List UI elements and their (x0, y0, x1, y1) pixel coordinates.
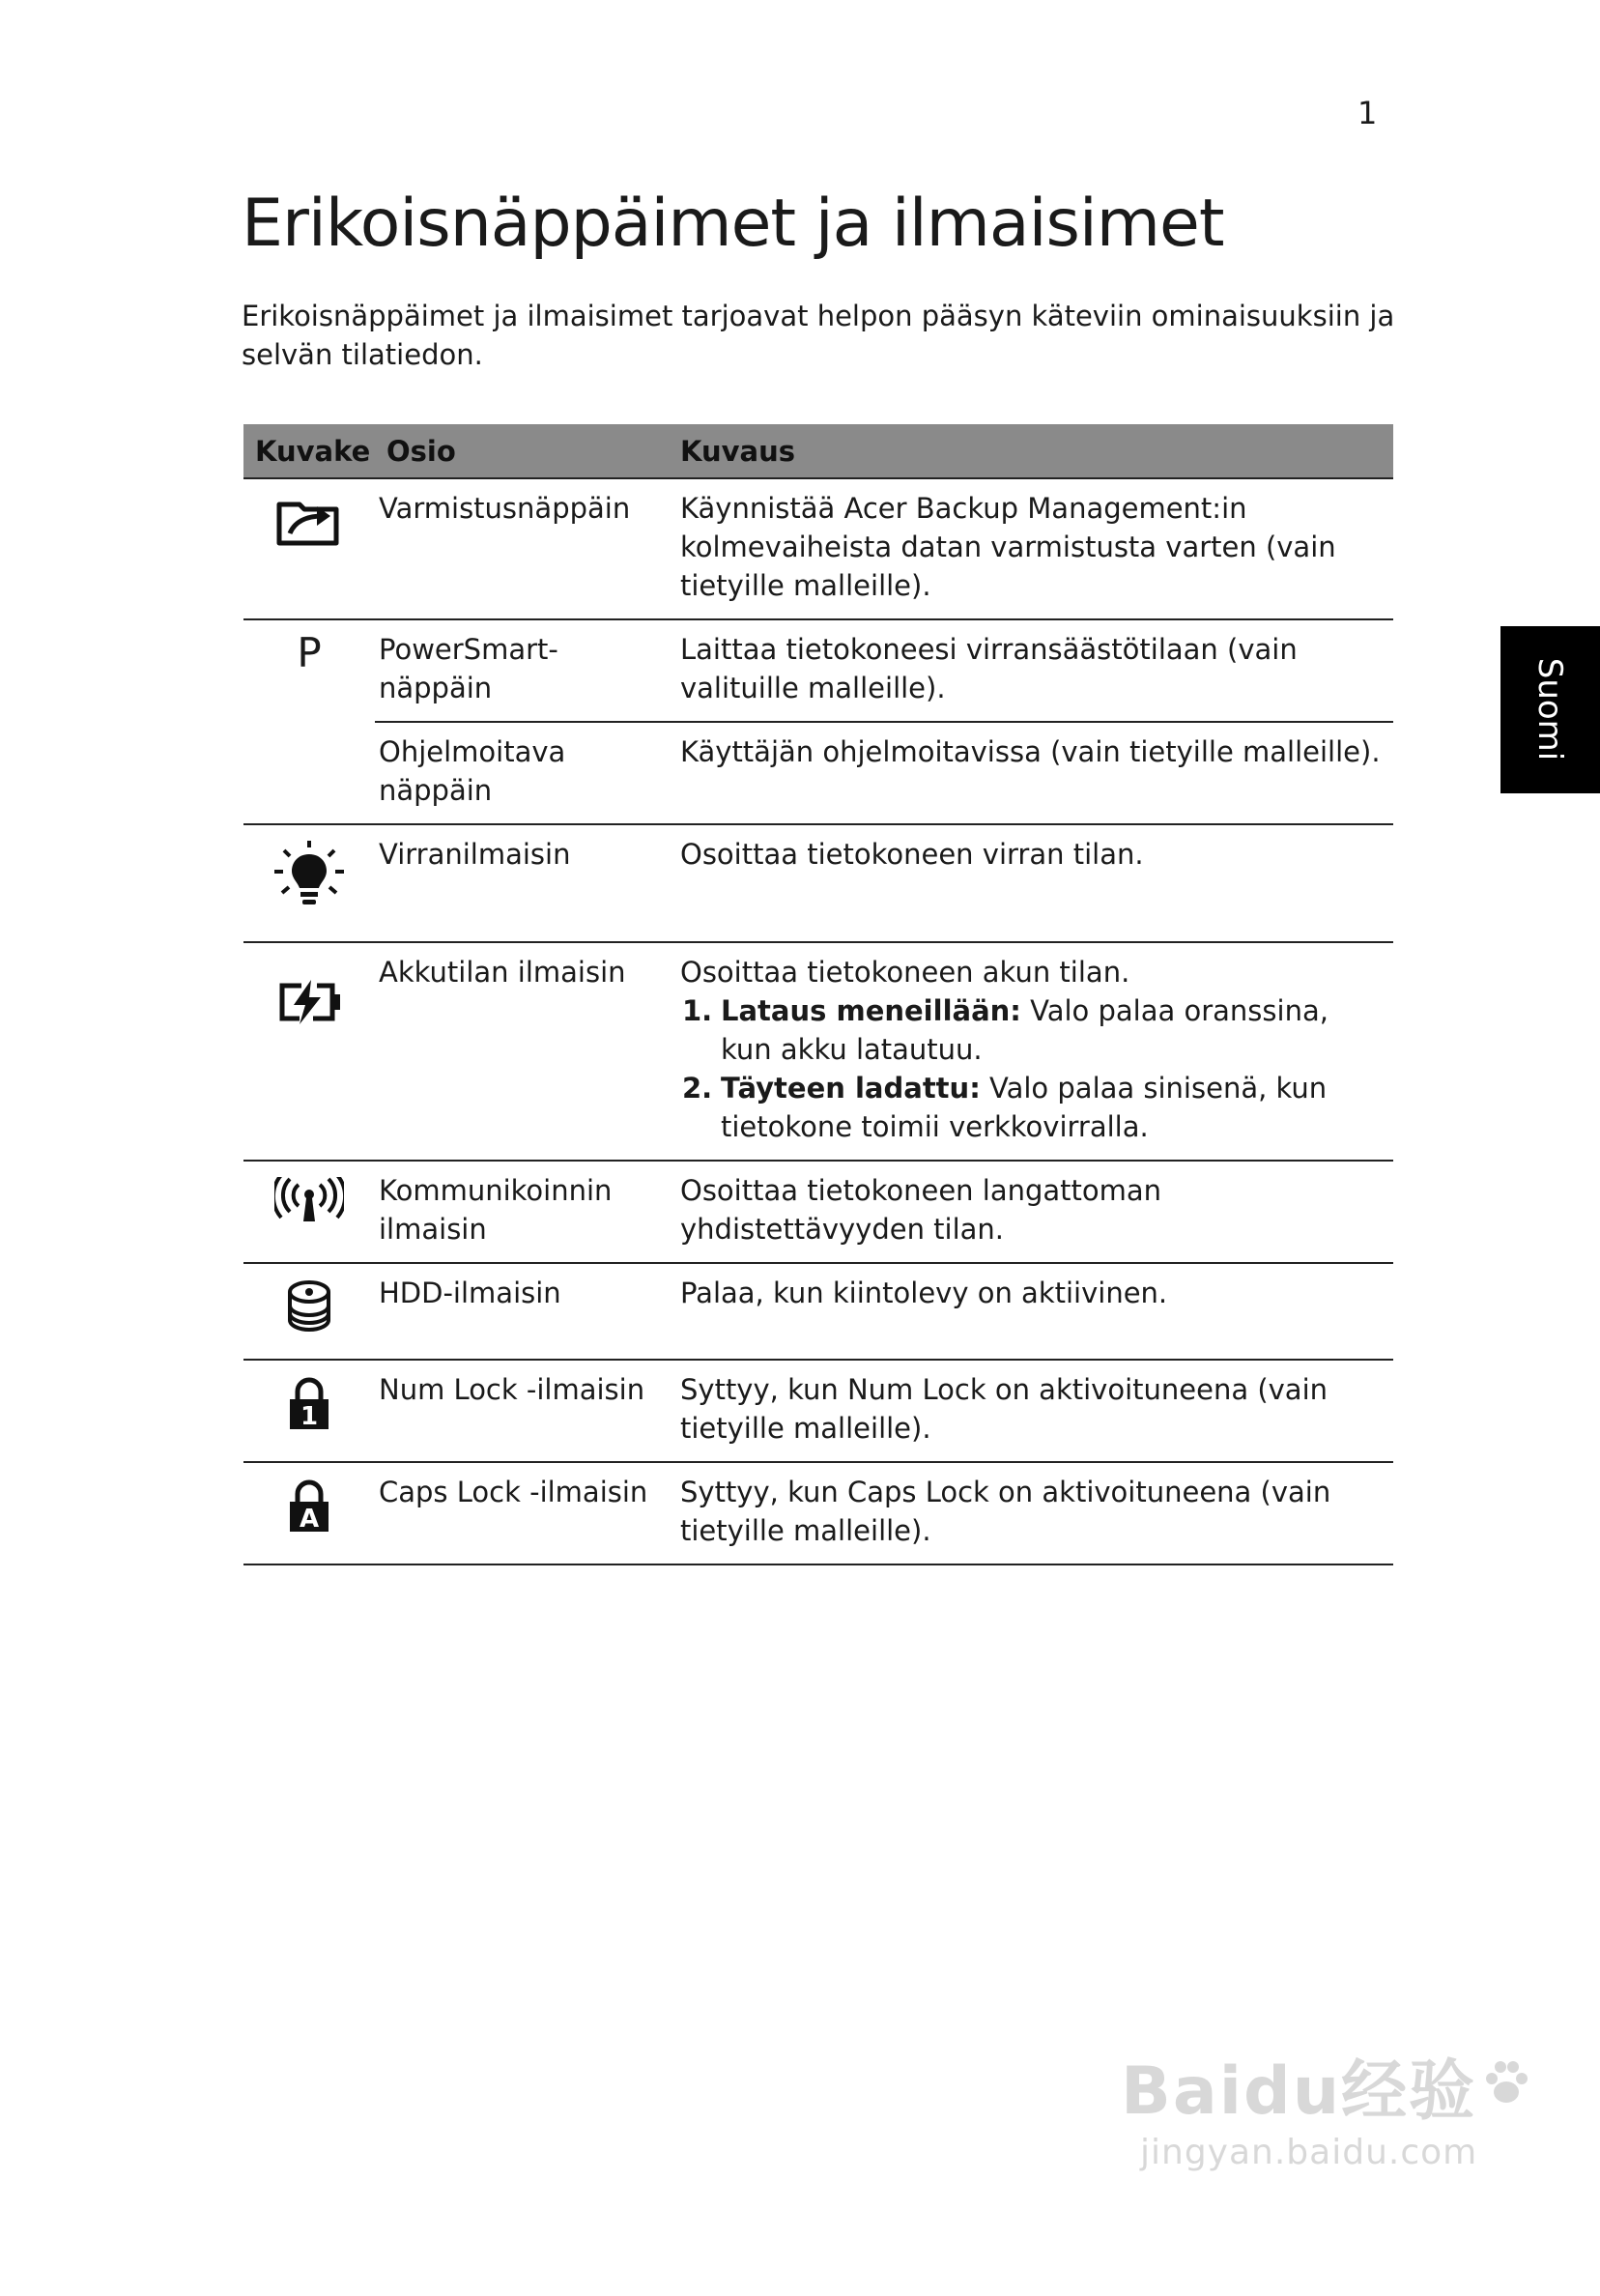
icon-cell (243, 1360, 375, 1462)
row-desc: Käynnistää Acer Backup Management:in kolmevaiheista datan varmistusta varten (vain tietyille malleille). (676, 478, 1393, 619)
paw-icon (1482, 2048, 1530, 2124)
list-number: 2. (682, 1072, 713, 1105)
language-side-tab (1500, 626, 1600, 793)
row-desc: Syttyy, kun Caps Lock on aktivoituneena (vain tietyille malleille). (676, 1462, 1393, 1564)
keys-table (243, 424, 1393, 1565)
icon-cell (243, 478, 375, 619)
list-number: 1. (682, 994, 713, 1027)
table-row (243, 1462, 1393, 1564)
list-item (680, 991, 1386, 1069)
icon-cell (243, 1263, 375, 1360)
list-item (680, 1069, 1386, 1146)
row-name: PowerSmart-näppäin (375, 619, 676, 722)
table-row (243, 1263, 1393, 1360)
num-lock-glyph: 1 (300, 1402, 319, 1430)
row-name: Num Lock -ilmaisin (375, 1360, 676, 1462)
table-row (243, 619, 1393, 722)
row-desc: Syttyy, kun Num Lock on aktivoituneena (vain tietyille malleille). (676, 1360, 1393, 1462)
table-header-row (243, 424, 1393, 478)
header-name: Osio (375, 424, 676, 478)
num-lock-icon (287, 1376, 331, 1430)
table-row (243, 478, 1393, 619)
table-row (243, 942, 1393, 1161)
baidu-logo (1121, 2039, 1532, 2133)
icon-cell (243, 824, 375, 942)
list-text: Valo palaa oranssina, kun akku latautuu. (721, 994, 1329, 1066)
row-name: Ohjelmoitava näppäin (375, 722, 676, 824)
icon-cell (243, 942, 375, 1161)
list-label: Täyteen ladattu: (721, 1072, 981, 1105)
row-name: Varmistusnäppäin (375, 478, 676, 619)
battery-status-list (680, 991, 1386, 1146)
row-desc: Osoittaa tietokoneen akun tilan. (680, 956, 1130, 989)
table-row (243, 824, 1393, 942)
battery-icon (276, 980, 342, 1024)
icon-cell (243, 619, 375, 824)
caps-lock-glyph: A (299, 1505, 320, 1533)
table-row (243, 1360, 1393, 1462)
watermark-url: jingyan.baidu.com (1140, 2133, 1478, 2172)
row-desc: Palaa, kun kiintolevy on aktiivinen. (676, 1263, 1393, 1360)
list-text: Valo palaa sinisenä, kun tietokone toimii verkkovirralla. (721, 1072, 1328, 1143)
language-tab-label: Suomi (1530, 657, 1569, 761)
icon-cell (243, 1462, 375, 1564)
hdd-icon (285, 1279, 333, 1334)
page-number: 1 (1357, 95, 1378, 131)
backup-icon (274, 495, 344, 547)
table-row (243, 722, 1393, 824)
table-row (243, 1161, 1393, 1263)
header-desc: Kuvaus (676, 424, 1393, 478)
baidu-watermark (1121, 2039, 1532, 2172)
icon-cell (243, 1161, 375, 1263)
row-desc: Laittaa tietokoneesi virransäästötilaan (vain valituille malleille). (676, 619, 1393, 722)
row-desc: Osoittaa tietokoneen virran tilan. (676, 824, 1393, 942)
caps-lock-icon (287, 1478, 331, 1533)
baidu-logo-text: Baidu经验 (1121, 2053, 1477, 2130)
powersmart-icon: P (297, 629, 322, 676)
row-name: Akkutilan ilmaisin (375, 942, 676, 1161)
wireless-icon (274, 1177, 344, 1225)
intro-paragraph: Erikoisnäppäimet ja ilmaisimet tarjoavat helpon pääsyn käteviin ominaisuuksiin ja selvän tilatiedon. (242, 300, 1395, 371)
row-name: HDD-ilmaisin (375, 1263, 676, 1360)
list-label: Lataus meneillään: (721, 994, 1021, 1027)
row-name: Caps Lock -ilmaisin (375, 1462, 676, 1564)
page-title: Erikoisnäppäimet ja ilmaisimet (242, 186, 1224, 262)
row-name: Kommunikoinnin ilmaisin (375, 1161, 676, 1263)
row-desc: Käyttäjän ohjelmoitavissa (vain tietyille malleille). (676, 722, 1393, 824)
row-desc: Osoittaa tietokoneen langattoman yhdistettävyyden tilan. (676, 1161, 1393, 1263)
power-light-icon (272, 841, 346, 918)
row-desc-cell (676, 942, 1393, 1161)
header-icon: Kuvake (243, 424, 375, 478)
row-name: Virranilmaisin (375, 824, 676, 942)
